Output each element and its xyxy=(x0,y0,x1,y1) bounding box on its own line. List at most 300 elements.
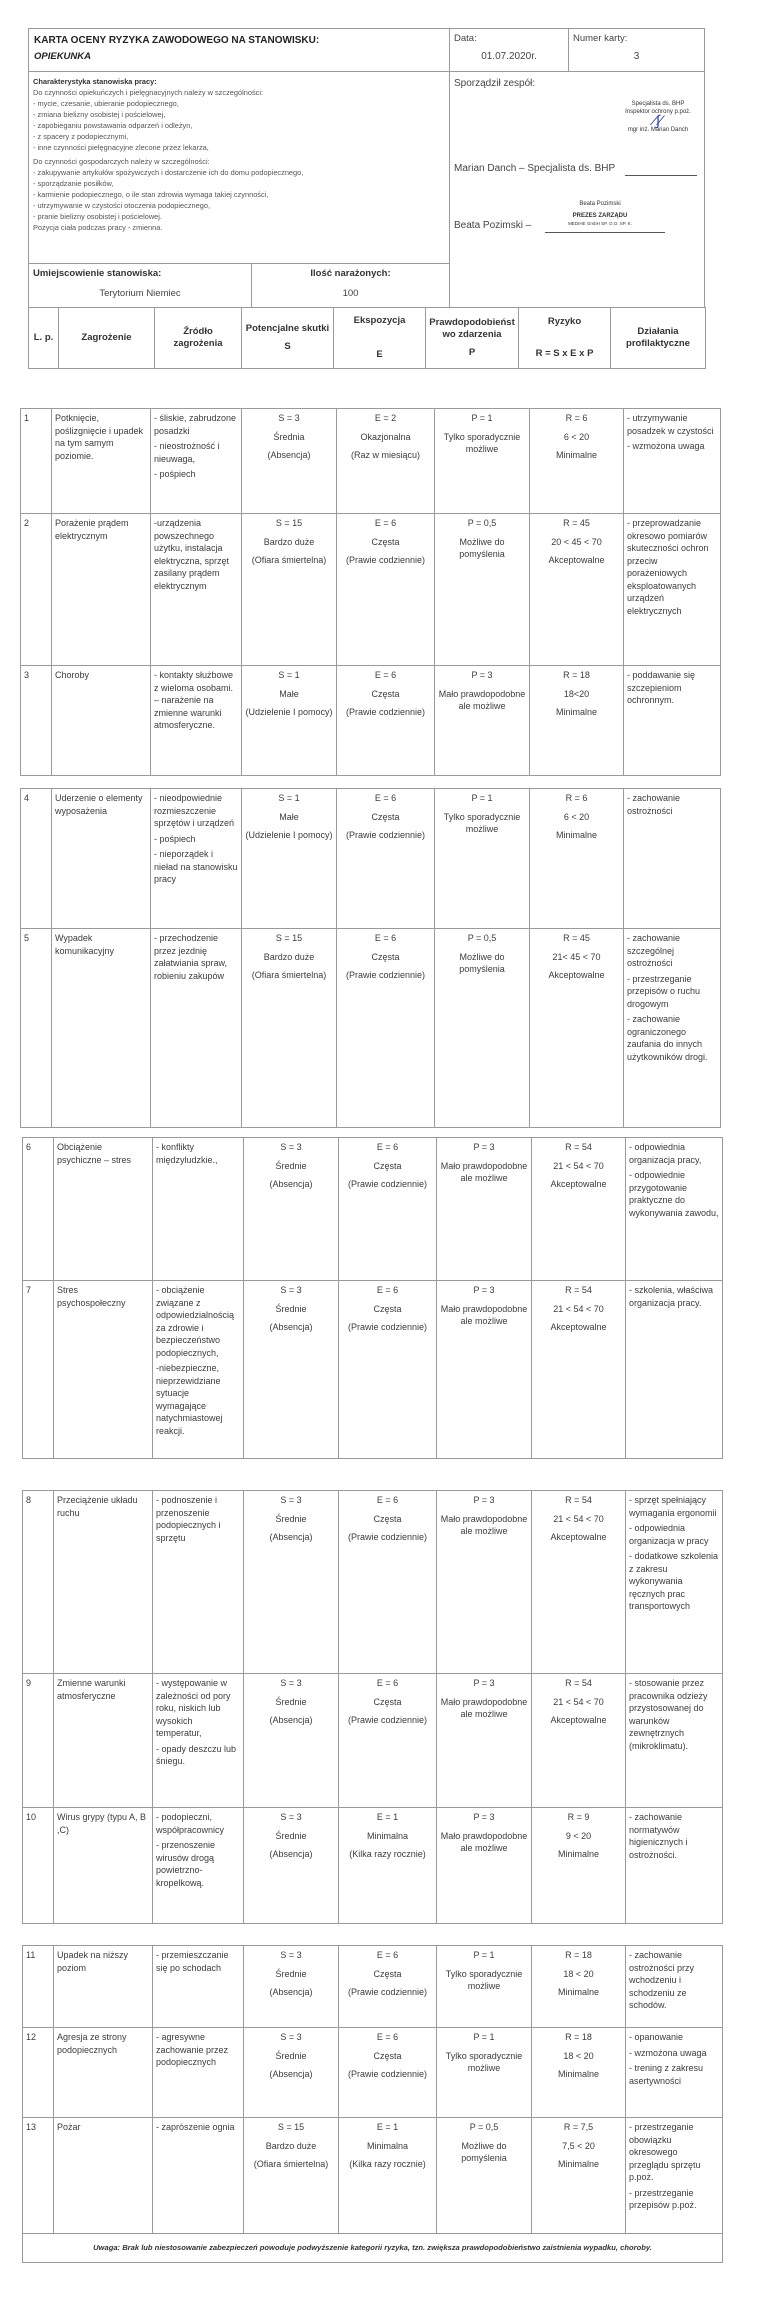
exposure-cell xyxy=(339,1281,437,1459)
source-item: - nieporządek i nieład na stanowisku pracy xyxy=(154,849,238,884)
preventive-actions xyxy=(624,789,721,929)
risk-cell xyxy=(530,789,624,929)
row-number: 1 xyxy=(21,409,52,514)
effects-text: (Absencja) xyxy=(269,1179,313,1189)
probability-cell xyxy=(435,409,530,514)
risk-value: R = 54 xyxy=(565,1142,592,1152)
risk-text: 21< 45 < 70 xyxy=(552,951,601,962)
action-item: - zachowanie ostrożności przy wchodzeniu i schodzeniu ze schodów. xyxy=(629,1950,695,2010)
source-item: - opady deszczu lub śniegu. xyxy=(156,1743,237,1766)
exposure-text: (Prawie codziennie) xyxy=(347,2069,428,2079)
risk-cell xyxy=(530,409,624,514)
exposure-cell xyxy=(337,929,435,1128)
effects-text: Średnie xyxy=(275,1160,307,1171)
source-item: - przechodzenie przez jezdnię załatwiania spraw, robieniu zakupów xyxy=(154,933,228,981)
action-item: - przestrzeganie przepisów p.poż. xyxy=(629,2187,697,2210)
exposure-text: (Prawie codziennie) xyxy=(347,1715,428,1725)
effects-text: (Absencja) xyxy=(269,1532,313,1542)
probability-value: P = 1 xyxy=(471,413,493,423)
effects-text: Średnie xyxy=(275,1830,307,1841)
probability-value: P = 3 xyxy=(473,1495,495,1505)
hazard-source xyxy=(153,2028,244,2118)
effects-value: S = 3 xyxy=(280,1142,302,1152)
exposure-text: Minimalna xyxy=(366,1830,408,1841)
preventive-actions xyxy=(626,1491,723,1674)
exposure-cell xyxy=(337,409,435,514)
source-item: - obciążenie związane z odpowiedzialnością za zdrowie i bezpieczeństwo podopiecznych, xyxy=(156,1285,235,1358)
probability-cell xyxy=(437,1946,532,2028)
probability-value: P = 1 xyxy=(473,2032,495,2042)
action-item: - szkolenia, właściwa organizacja pracy. xyxy=(629,1285,714,1308)
risk-value: R = 45 xyxy=(563,933,590,943)
probability-value: P = 3 xyxy=(473,1678,495,1688)
risk-text: Akceptowalne xyxy=(550,1322,607,1332)
action-item: - sprzęt spełniający wymagania ergonomii xyxy=(629,1495,717,1518)
source-item: - nieodpowiednie rozmieszczenie sprzętów i urządzeń xyxy=(154,793,235,828)
table-row xyxy=(23,1674,723,1808)
exposure-text: Częsta xyxy=(371,536,400,547)
hazard: Potknięcie, poślizgnięcie i upadek na tym samym poziomie. xyxy=(52,409,151,514)
house-intro: Do czynności gospodarczych należy w szczególności: xyxy=(33,157,210,166)
risk-text: Akceptowalne xyxy=(550,1532,607,1542)
risk-cell xyxy=(530,929,624,1128)
risk-text: Minimalne xyxy=(557,2069,599,2079)
table-row xyxy=(21,514,721,666)
probability-text: Mało prawdopodobne ale możliwe xyxy=(440,1513,528,1536)
effects-value: S = 15 xyxy=(277,2122,305,2132)
effects-value: S = 3 xyxy=(280,1678,302,1688)
exposure-text: Częsta xyxy=(373,1513,402,1524)
action-item: - wzmożona uwaga xyxy=(629,2047,707,2058)
effects-text: (Absencja) xyxy=(269,2069,313,2079)
hazard-source xyxy=(151,666,242,776)
effects-text: Małe xyxy=(279,688,299,699)
exposure-text: (Prawie codziennie) xyxy=(347,1322,428,1332)
exposure-cell xyxy=(337,789,435,929)
risk-value: R = 6 xyxy=(565,793,588,803)
exposure-cell xyxy=(339,1946,437,2028)
house-item: - utrzymywanie w czystości otoczenia podopiecznego, xyxy=(33,201,211,210)
exposure-text: Częsta xyxy=(373,2050,402,2061)
effects-text: Średnie xyxy=(275,1513,307,1524)
risk-value: R = 54 xyxy=(565,1285,592,1295)
preventive-actions xyxy=(626,2118,723,2234)
risk-value: R = 9 xyxy=(567,1812,590,1822)
effects-text: Średnie xyxy=(275,1968,307,1979)
risk-text: Minimalne xyxy=(557,1849,599,1859)
risk-value: R = 45 xyxy=(563,518,590,528)
exposure-text: Częsta xyxy=(373,1696,402,1707)
risk-text: 18 < 20 xyxy=(563,2050,594,2061)
risk-text: 21 < 54 < 70 xyxy=(553,1303,604,1314)
probability-cell xyxy=(437,1491,532,1674)
risk-value: R = 18 xyxy=(565,2032,592,2042)
col-actions: Działania profilaktyczne xyxy=(611,308,706,369)
stamp-line: Beata Pozimski xyxy=(579,201,621,207)
exposure-value: E = 6 xyxy=(376,2032,399,2042)
probability-text: Mało prawdopodobne ale możliwe xyxy=(440,1696,528,1719)
team-member-1: Marian Danch – Specjalista ds. BHP xyxy=(454,163,616,174)
risk-cell xyxy=(532,2118,626,2234)
effects-text: (Ofiara śmiertelna) xyxy=(251,555,327,565)
effects-text: (Absencja) xyxy=(267,450,311,460)
preventive-actions xyxy=(626,1808,723,1924)
hazard: Stres psychospołeczny xyxy=(54,1281,153,1459)
effects-value: S = 15 xyxy=(275,518,303,528)
risk-text: 21 < 54 < 70 xyxy=(553,1160,604,1171)
effects-text: Bardzo duże xyxy=(263,536,315,547)
card-number-value: 3 xyxy=(633,51,640,62)
house-item: - sporządzanie posiłków, xyxy=(33,179,114,188)
exposure-value: E = 6 xyxy=(376,1678,399,1688)
effects-text: Bardzo duże xyxy=(263,951,315,962)
action-item: - zachowanie ostrożności xyxy=(627,793,681,816)
risk-text: 18<20 xyxy=(563,688,590,699)
hazard: Agresja ze strony podopiecznych xyxy=(54,2028,153,2118)
probability-text: Tylko sporadycznie możliwe xyxy=(445,1968,523,1991)
hazard: Choroby xyxy=(52,666,151,776)
hazard-source xyxy=(151,409,242,514)
exposure-text: Częsta xyxy=(373,1968,402,1979)
probability-text: Możliwe do pomyślenia xyxy=(459,951,505,974)
risk-text: 21 < 54 < 70 xyxy=(553,1696,604,1707)
probability-cell xyxy=(435,929,530,1128)
risk-value: R = 18 xyxy=(563,670,590,680)
exposure-cell xyxy=(337,514,435,666)
care-item: - inne czynności pielęgnacyjne zlecone przez lekarza, xyxy=(33,143,209,152)
stamp-line: Specjalista ds. BHP xyxy=(631,101,685,107)
preventive-actions xyxy=(624,409,721,514)
exposure-cell xyxy=(339,2118,437,2234)
effects-cell xyxy=(242,929,337,1128)
action-item: - zachowanie szczególnej ostrożności xyxy=(627,933,681,968)
probability-text: Mało prawdopodobne ale możliwe xyxy=(440,1830,528,1853)
col-lp: L. p. xyxy=(29,308,59,369)
hazard-source xyxy=(151,929,242,1128)
effects-value: S = 1 xyxy=(278,793,300,803)
exposure-value: E = 6 xyxy=(376,1142,399,1152)
source-item: -urządzenia powszechnego użytku, instalacja elektryczna, sprzęt zasilany prądem elektrycznym xyxy=(154,518,230,591)
effects-cell xyxy=(244,1138,339,1281)
signature-line xyxy=(545,232,665,233)
probability-value: P = 1 xyxy=(473,1950,495,1960)
row-number: 12 xyxy=(23,2028,54,2118)
col-exposure-symbol: E xyxy=(376,349,383,360)
action-item: - trening z zakresu asertywności xyxy=(629,2063,704,2086)
exposure-cell xyxy=(339,1674,437,1808)
source-item: - nieostrożność i nieuwaga, xyxy=(154,441,220,464)
risk-value: R = 6 xyxy=(565,413,588,423)
effects-cell xyxy=(244,1946,339,2028)
probability-cell xyxy=(437,2028,532,2118)
effects-text: Średnia xyxy=(273,431,305,442)
title-cell xyxy=(28,28,450,72)
source-item: - podopieczni, współpracownicy xyxy=(156,1812,225,1835)
action-item: - przeprowadzanie okresowo pomiarów skuteczności ochron przeciw porażeniowych eksploatowanych urządzeń elektrycznych xyxy=(627,518,709,616)
row-number: 6 xyxy=(23,1138,54,1281)
probability-text: Tylko sporadycznie możliwe xyxy=(443,811,521,834)
effects-cell xyxy=(242,789,337,929)
row-number: 9 xyxy=(23,1674,54,1808)
exposure-value: E = 6 xyxy=(374,518,397,528)
stamp-line: MEDIHE GmbH SP. O.O. SP. K. xyxy=(568,221,632,226)
job-title: OPIEKUNKA xyxy=(34,51,92,62)
effects-text: (Ofiara śmiertelna) xyxy=(253,2159,329,2169)
team-cell xyxy=(449,71,705,308)
exposure-value: E = 1 xyxy=(376,2122,399,2132)
effects-value: S = 3 xyxy=(278,413,300,423)
exposure-text: Częsta xyxy=(371,811,400,822)
exposure-cell xyxy=(339,1808,437,1924)
probability-text: Tylko sporadycznie możliwe xyxy=(445,2050,523,2073)
row-number: 5 xyxy=(21,929,52,1128)
probability-text: Mało prawdopodobne ale możliwe xyxy=(438,688,526,711)
effects-text: Małe xyxy=(279,811,299,822)
exposure-cell xyxy=(339,2028,437,2118)
hazard: Przeciążenie układu ruchu xyxy=(54,1491,153,1674)
hazard-source xyxy=(153,1281,244,1459)
effects-text: Średnie xyxy=(275,1696,307,1707)
source-item: - agresywne zachowanie przez podopiecznych xyxy=(156,2032,229,2067)
probability-cell xyxy=(437,1281,532,1459)
exposure-text: (Prawie codziennie) xyxy=(345,830,426,840)
exposure-text: (Kilka razy rocznie) xyxy=(349,1849,426,1859)
action-item: - stosowanie przez pracownika odzieży przystosowanej do warunków zewnętrznych (mikroklimatu). xyxy=(629,1678,708,1751)
effects-cell xyxy=(242,666,337,776)
note-row xyxy=(23,2234,723,2263)
care-list xyxy=(33,98,303,153)
preventive-actions xyxy=(624,929,721,1128)
effects-text: Średnie xyxy=(275,1303,307,1314)
source-item: - przenoszenie wirusów drogą powietrzno-kropelkową. xyxy=(156,1840,216,1888)
exposure-text: Okazjonalna xyxy=(360,431,411,442)
exposure-cell xyxy=(337,666,435,776)
care-intro: Do czynności opiekuńczych i pielęgnacyjnych należy w szczególności: xyxy=(33,88,264,97)
exposure-value: E = 6 xyxy=(374,793,397,803)
location-cell xyxy=(28,263,252,308)
col-probability xyxy=(426,308,519,369)
table-row xyxy=(21,929,721,1128)
house-item: - pranie bielizny osobistej i pościelowej. xyxy=(33,212,162,221)
exposure-text: Częsta xyxy=(373,1160,402,1171)
risk-value: R = 18 xyxy=(565,1950,592,1960)
house-item: - karmienie podopiecznego, o ile stan zdrowia wymaga takiej czynności, xyxy=(33,190,269,199)
stamp-line: PREZES ZARZĄDU xyxy=(572,213,628,219)
care-item: - z spacery z podopiecznymi, xyxy=(33,132,129,141)
effects-text: (Udzielenie I pomocy) xyxy=(245,830,333,840)
risk-value: R = 54 xyxy=(565,1678,592,1688)
preventive-actions xyxy=(626,1946,723,2028)
location-label: Umiejscowienie stanowiska: xyxy=(33,268,162,279)
probability-value: P = 3 xyxy=(473,1142,495,1152)
note: Uwaga: Brak lub niestosowanie zabezpieczeń powoduje podwyższenie kategorii ryzyka, tzn. zwiększa prawdopodobieństwo zaistnienia wypadku, choroby. xyxy=(23,2234,723,2263)
risk-text: Minimalne xyxy=(557,2159,599,2169)
row-number: 11 xyxy=(23,1946,54,2028)
exposure-text: (Prawie codziennie) xyxy=(347,1179,428,1189)
col-effects-label: Potencjalne skutki xyxy=(245,323,330,334)
effects-cell xyxy=(244,2028,339,2118)
exposure-text: Częsta xyxy=(371,951,400,962)
location-value: Terytorium Niemiec xyxy=(99,288,181,299)
stamp-line: mgr inż. Marian Danch xyxy=(627,127,689,133)
exposure-text: (Prawie codziennie) xyxy=(347,1987,428,1997)
col-effects xyxy=(242,308,334,369)
risk-cell xyxy=(532,1281,626,1459)
effects-text: Średnie xyxy=(275,2050,307,2061)
risk-cell xyxy=(532,1491,626,1674)
effects-value: S = 15 xyxy=(275,933,303,943)
preventive-actions xyxy=(624,514,721,666)
preventive-actions xyxy=(626,1138,723,1281)
card-number-cell xyxy=(568,28,705,72)
risk-text: Minimalne xyxy=(555,707,597,717)
action-item: - odpowiednia organizacja w pracy xyxy=(629,1523,709,1546)
action-item: - utrzymywanie posadzek w czystości xyxy=(627,413,714,436)
table-row xyxy=(23,1946,723,2028)
stamp-bhp xyxy=(610,100,706,134)
date-value: 01.07.2020r. xyxy=(481,51,537,62)
probability-text: Tylko sporadycznie możliwe xyxy=(443,431,521,454)
preventive-actions xyxy=(626,1674,723,1808)
source-item: - konflikty międzyludzkie., xyxy=(156,1142,218,1165)
risk-value: R = 54 xyxy=(565,1495,592,1505)
workstation-characteristics xyxy=(28,71,450,264)
source-item: - podnoszenie i przenoszenie podopiecznych i sprzętu xyxy=(156,1495,221,1543)
probability-cell xyxy=(437,1138,532,1281)
col-risk xyxy=(519,308,611,369)
risk-text: 6 < 20 xyxy=(563,811,590,822)
card-title: KARTA OCENY RYZYKA ZAWODOWEGO NA STANOWISKU: xyxy=(34,35,320,46)
hazard: Wypadek komunikacyjny xyxy=(52,929,151,1128)
effects-cell xyxy=(242,514,337,666)
col-risk-formula: R = S x E x P xyxy=(535,348,594,359)
table-row xyxy=(21,409,721,514)
source-item: - śliskie, zabrudzone posadzki xyxy=(154,413,237,436)
team-member-2: Beata Pozimski – xyxy=(454,220,532,231)
effects-text: (Absencja) xyxy=(269,1987,313,1997)
exposure-text: (Prawie codziennie) xyxy=(347,1532,428,1542)
risk-cell xyxy=(532,2028,626,2118)
risk-cell xyxy=(532,1808,626,1924)
risk-text: Minimalne xyxy=(555,450,597,460)
hazard: Upadek na niższy poziom xyxy=(54,1946,153,2028)
row-number: 3 xyxy=(21,666,52,776)
signature: ⁄∫⁄ xyxy=(653,112,663,128)
effects-cell xyxy=(244,1674,339,1808)
risk-table-segment xyxy=(20,408,721,776)
team-label: Sporządził zespół: xyxy=(454,78,536,89)
probability-text: Mało prawdopodobne ale możliwe xyxy=(440,1160,528,1183)
risk-cell xyxy=(530,514,624,666)
hazard-source xyxy=(153,1138,244,1281)
preventive-actions xyxy=(626,1281,723,1459)
hazard: Uderzenie o elementy wyposażenia xyxy=(52,789,151,929)
exposure-value: E = 6 xyxy=(374,933,397,943)
care-item: - zapobieganiu powstawania odparzeń i odleżyn, xyxy=(33,121,193,130)
exposure-value: E = 6 xyxy=(376,1285,399,1295)
signature-line xyxy=(625,175,697,176)
action-item: - przestrzeganie obowiązku okresowego przeglądu sprzętu p.poż. xyxy=(629,2122,701,2182)
date-label: Data: xyxy=(454,33,477,44)
exposed-value: 100 xyxy=(342,288,359,299)
table-row xyxy=(21,789,721,929)
probability-value: P = 3 xyxy=(473,1285,495,1295)
posture: Pozycja ciała podczas pracy - zmienna. xyxy=(33,223,163,232)
effects-value: S = 3 xyxy=(280,1285,302,1295)
action-item: - odpowiednia organizacja pracy, xyxy=(629,1142,702,1165)
hazard: Pożar xyxy=(54,2118,153,2234)
effects-cell xyxy=(244,1281,339,1459)
exposure-cell xyxy=(339,1138,437,1281)
risk-text: Akceptowalne xyxy=(550,1179,607,1189)
hazard: Porażenie prądem elektrycznym xyxy=(52,514,151,666)
risk-text: 18 < 20 xyxy=(563,1968,594,1979)
effects-cell xyxy=(242,409,337,514)
action-item: - poddawanie się szczepieniom ochronnym. xyxy=(627,670,696,705)
hazard-source xyxy=(153,1808,244,1924)
source-item: -niebezpieczne, nieprzewidziane sytuacje wymagające natychmiastowej reakcji. xyxy=(156,1363,223,1436)
source-item: - występowanie w zależności od pory roku, niskich lub wysokich temperatur, xyxy=(156,1678,231,1738)
risk-value: R = 7,5 xyxy=(563,2122,594,2132)
col-risk-label: Ryzyko xyxy=(547,316,582,327)
hazard-source xyxy=(153,1946,244,2028)
col-exposure xyxy=(334,308,426,369)
effects-text: (Udzielenie I pomocy) xyxy=(245,707,333,717)
source-item: - przemieszczanie się po schodach xyxy=(156,1950,229,1973)
col-exposure-label: Ekspozycja xyxy=(353,315,406,326)
column-header-row xyxy=(29,308,706,369)
effects-value: S = 1 xyxy=(278,670,300,680)
source-item: - pośpiech xyxy=(154,833,196,844)
risk-text: 20 < 45 < 70 xyxy=(551,536,602,547)
risk-cell xyxy=(532,1138,626,1281)
action-item: - zachowanie normatywów higienicznych i ostrożności. xyxy=(629,1812,688,1860)
risk-text: Minimalne xyxy=(557,1987,599,1997)
preventive-actions xyxy=(626,2028,723,2118)
risk-text: 6 < 20 xyxy=(563,431,590,442)
probability-cell xyxy=(435,666,530,776)
effects-cell xyxy=(244,1491,339,1674)
probability-value: P = 3 xyxy=(473,1812,495,1822)
effects-text: Bardzo duże xyxy=(265,2140,317,2151)
effects-value: S = 3 xyxy=(280,1812,302,1822)
card-number-label: Numer karty: xyxy=(573,33,628,44)
row-number: 4 xyxy=(21,789,52,929)
exposure-value: E = 6 xyxy=(374,670,397,680)
effects-text: (Absencja) xyxy=(269,1715,313,1725)
effects-value: S = 3 xyxy=(280,1495,302,1505)
probability-value: P = 1 xyxy=(471,793,493,803)
exposure-text: (Prawie codziennie) xyxy=(345,555,426,565)
risk-text: 7,5 < 20 xyxy=(562,2140,595,2151)
effects-cell xyxy=(244,2118,339,2234)
effects-cell xyxy=(244,1808,339,1924)
action-item: - dodatkowe szkolenia z zakresu wykonywania ręcznych prac transportowych xyxy=(629,1551,719,1611)
preventive-actions xyxy=(624,666,721,776)
row-number: 8 xyxy=(23,1491,54,1674)
probability-value: P = 0,5 xyxy=(469,2122,499,2132)
exposure-value: E = 6 xyxy=(376,1950,399,1960)
care-item: - mycie, czesanie, ubieranie podopiecznego, xyxy=(33,99,179,108)
row-number: 7 xyxy=(23,1281,54,1459)
probability-value: P = 3 xyxy=(471,670,493,680)
exposure-text: Częsta xyxy=(373,1303,402,1314)
hazard-source xyxy=(153,1491,244,1674)
risk-text: Akceptowalne xyxy=(550,1715,607,1725)
hazard-source xyxy=(151,514,242,666)
exposure-text: (Prawie codziennie) xyxy=(345,970,426,980)
exposed-cell xyxy=(251,263,450,308)
